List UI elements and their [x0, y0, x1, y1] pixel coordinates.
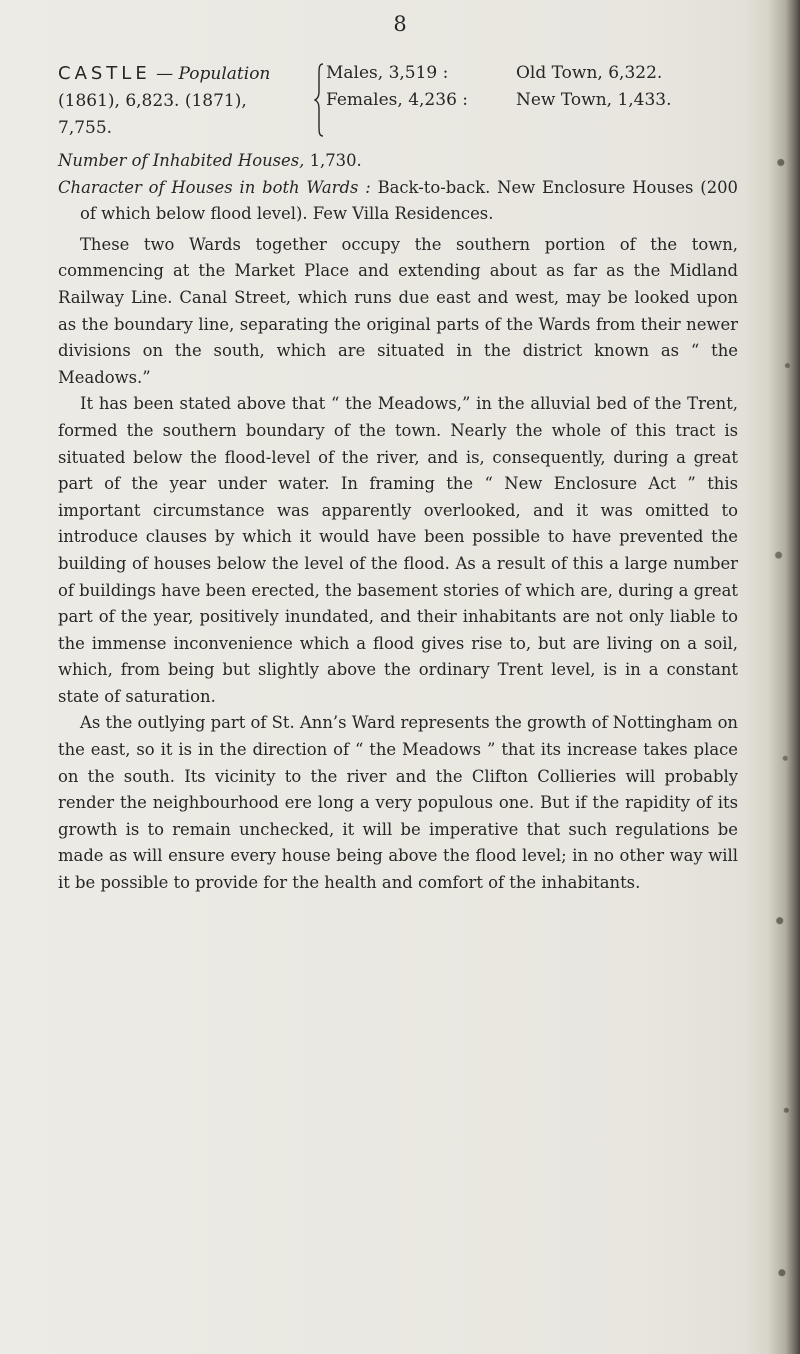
population-breakdown	[326, 60, 766, 114]
character-text-1: Back-to-back. New Enclosure	[377, 177, 626, 197]
females-count: Females, 4,236 :	[326, 90, 469, 110]
header-dash: —	[156, 64, 174, 84]
census-1871-total: 7,755.	[58, 118, 113, 138]
males-row	[326, 60, 766, 87]
inhabited-houses-label: Number of Inhabited Houses,	[58, 151, 305, 170]
character-label: Character of Houses in both Wards :	[58, 177, 371, 197]
population-header	[58, 60, 758, 150]
census-1861: (1861), 6,823.	[58, 91, 180, 111]
new-town-count: New Town, 1,433.	[516, 90, 672, 110]
page-edge-foxing	[772, 0, 794, 1354]
old-town-count: Old Town, 6,322.	[516, 63, 663, 83]
females-row	[326, 87, 766, 114]
inhabited-houses-line	[58, 148, 738, 175]
population-left-column	[58, 60, 308, 142]
population-label: Population	[178, 64, 271, 84]
ward-name: CASTLE	[58, 63, 151, 84]
inhabited-houses-value: 1,730.	[309, 151, 362, 170]
census-1871-label: (1871),	[184, 91, 247, 111]
paragraph: It has been stated above that “ the Meadows,” in the alluvial bed of the Trent, formed the southern boundary of the town. Nearly the whole of this tract is situated below the flood-level of the river, and is, consequently, during a great part of the year under water. In framing the “ New Enclosure Act ” this important circumstance was apparently overlooked, and it was omitted to introduce clauses by which it would have been possible to have prevented the building of houses below the level of the flood. As a result of this a large number of buildings have been erected, the basement stories of which are, during a great part of the year, positively inundated, and their inhabitants are not only liable to the immense inconvenience which a flood gives rise to, but are living on a soil, which, from being but slightly above the ordinary Trent level, is in a constant state of saturation.	[58, 394, 738, 706]
page-number: 8	[393, 12, 407, 36]
population-line-1	[58, 60, 308, 88]
paragraph: These two Wards together occupy the southern portion of the town, commencing at the Market Place and extending about as far as the Midland Railway Line. Canal Street, which runs due east and west, may be looked upon as the boundary line, separating the original parts of the Wards from their newer divisions on the south, which are situated in the district known as “ the Meadows.”	[58, 234, 738, 387]
character-text-2: Houses (200 of which below flood level). Few Villa Residences.	[80, 177, 738, 224]
page-body	[58, 148, 738, 897]
character-of-houses	[58, 175, 738, 228]
brace-icon	[314, 62, 324, 138]
population-line-2	[58, 88, 308, 115]
paragraph: As the outlying part of St. Ann’s Ward represents the growth of Nottingham on the east, so it is in the direction of “ the Meadows ” that its increase takes place on the south. Its vicinity to the river and the Clifton Collieries will probably render the neighbourhood ere long a very populous one. But if the rapidity of its growth is to remain unchecked, it will be imperative that such regulations be made as will ensure every house being above the flood level; in no other way will it be possible to provide for the health and comfort of the inhabitants.	[58, 713, 738, 893]
males-count: Males, 3,519 :	[326, 63, 449, 83]
